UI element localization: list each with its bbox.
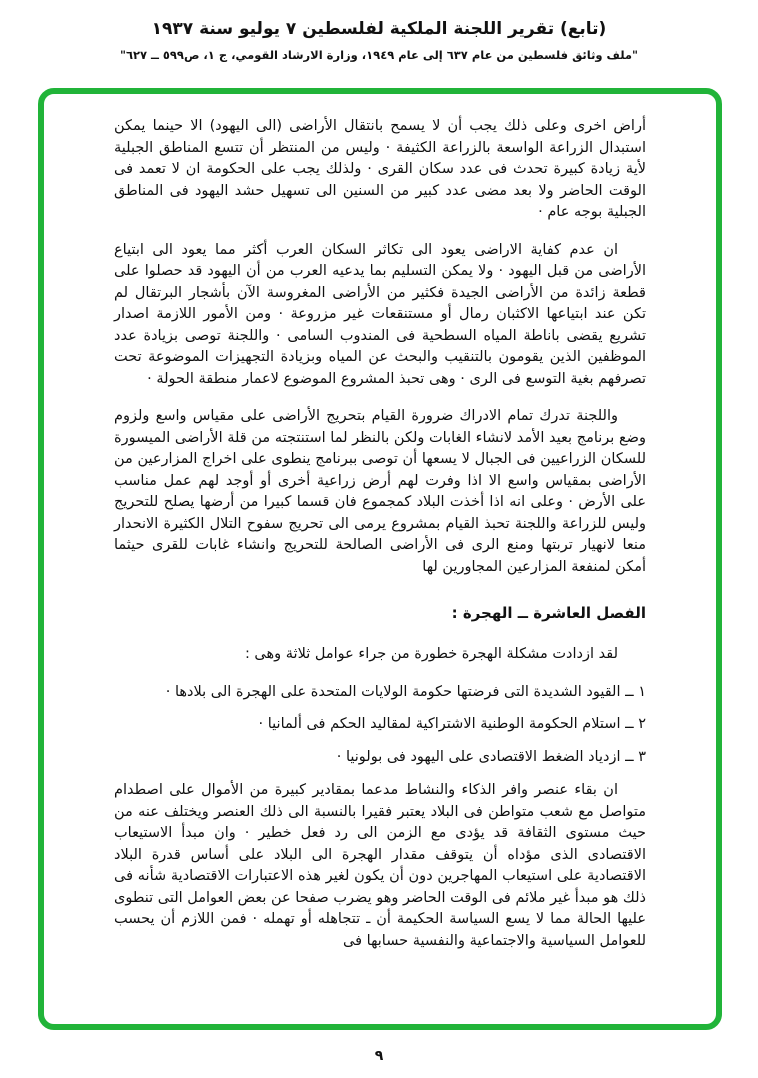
document-citation: "ملف وثائق فلسطين من عام ٦٣٧ إلى عام ١٩٤٩، وزارة الارشاد القومي، ج ١، ص٥٩٩ ــ ٦٢٧" [119, 47, 639, 62]
immigration-factors-list [114, 682, 646, 769]
paragraph-land-transfer: أراض اخرى وعلى ذلك يجب أن لا يسمح بانتقال الأراضى (الى اليهود) الا حينما يمكن استبدال الزراعة الواسعة بالزراعة الكثيفة · وليس من المنتظر أن تتسع المناطق الجبلية لأية زيادة كبيرة تحدث فى عدد سكان القرى · ولذلك يجب على الحكومة ان لا تعمد فى الوقت الحاضر ولا بعد مضى عدد كبير من السنين الى تسهيل حشد اليهود فى المناطق الجبلية بوجه عام · [114, 118, 646, 220]
list-item-german-government: ٢ ــ استلام الحكومة الوطنية الاشتراكية لمقاليد الحكم فى ألمانيا · [258, 716, 646, 732]
paragraph-economic-absorption: ان بقاء عنصر وافر الذكاء والنشاط مدعما بمقادير كبيرة من الأموال على اصطدام متواصل مع شعب متواطن فى البلاد يعتبر فقيرا بالنسبة الى ذلك العنصر ويختلف عنه من حيث مستوى الثقافة قد يؤدى مع الزمن الى رد فعل خطير · وان مبدأ الاستيعاب الاقتصادى الذى مؤداه أن يتوقف مقدار الهجرة الى البلاد على أساس قدرة البلاد الاقتصادية على استيعاب المهاجرين دون أن يكون لغير هذه الاعتبارات الاقتصادية شأنه فى ذلك هو مبدأ غير ملائم فى الوقت الحاضر وهو يضرب صفحا عن بعض العوامل التى تنطوى عليها الحالة مما لا يسع السياسة الحكيمة أن ـ تتجاهله أو تهمله · فمن اللازم أن يحسب للعوامل السياسية والاجتماعية والنفسية حسابها فى [114, 782, 646, 949]
document-body [114, 116, 646, 952]
page-number: ٩ [374, 1048, 384, 1064]
page-header [0, 0, 758, 62]
list-item-poland-pressure: ٣ ــ ازدياد الضغط الاقتصادى على اليهود فى بولونيا · [336, 748, 646, 765]
document-title: (تابع) تقرير اللجنة الملكية لفلسطين ٧ يوليو سنة ١٩٣٧ [151, 19, 607, 39]
paragraph-land-sufficiency: ان عدم كفاية الاراضى يعود الى تكاثر السكان العرب أكثر مما يعود الى ابتياع الأراضى من قبل اليهود · ولا يمكن التسليم بما يدعيه العرب من أن اليهود قد حصلوا على قطعة زائدة من الأراضى الجيدة فكثير من الأراضى المغروسة الآن بأشجار البرتقال لم تكن عند ابتياعها الاكثبان رمال أو مستنقعات غير مزروعة · ومن الأمور اللازمة اصدار تشريع يقضى باناطة المياه السطحية فى المندوب السامى · واللجنة توصى بزيادة عدد الموظفين الذين يقومون بالتنقيب والبحث عن المياه وبزيادة التجهيزات الموضوعة تحت تصرفهم بغية التوسع فى الرى · وهى تحبذ المشروع الموضوع لاعمار منطقة الحولة · [114, 241, 646, 387]
section-heading-chapter-ten-immigration: الفصل العاشرة ــ الهجرة : [451, 604, 646, 622]
list-item-us-restrictions: ١ ــ القيود الشديدة التى فرضتها حكومة الولايات المتحدة على الهجرة الى بلادها · [165, 683, 646, 700]
green-content-frame [38, 88, 722, 1030]
immigration-factors-intro: لقد ازدادت مشكلة الهجرة خطورة من جراء عوامل ثلاثة وهى : [244, 646, 618, 662]
paragraph-afforestation: واللجنة تدرك تمام الادراك ضرورة القيام بتحريج الأراضى على مقياس واسع ولزوم وضع برنامج بعيد الأمد لانشاء الغابات ولكن بالنظر لما استنتجته من قلة الأراضى الميسورة للسكان الزراعيين فى الجبال لا يسعها أن توصى ببرنامج ينطوى على اخراج المزارعين من الأراضى بمقياس واسع الا اذا وفرت لهم أرض زراعية أخرى أو أوجد لهم عمل مناسب على الأرض · وعلى انه اذا أخذت البلاد كمجموع فان قسما كبيرا من أرضها يصلح للتحريج وليس للزراعة واللجنة تحبذ القيام بمشروع يرمى الى تحريج سفوح التلال الكثيرة الانحدار منعا لانهيار تربتها ومنع الرى فى الأراضى الصالحة للتحريج وانشاء غابات للقرى حيثما أمكن لمنفعة المزارعين المجاورين لها [114, 408, 646, 575]
